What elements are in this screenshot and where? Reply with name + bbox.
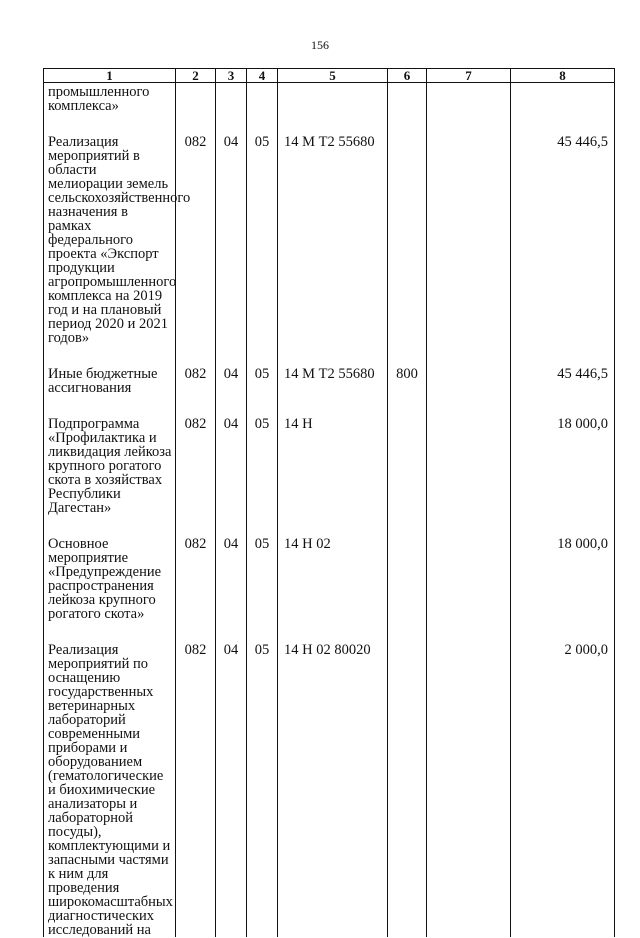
cell-amount — [511, 83, 615, 136]
cell-amount: 18 000,0 — [511, 537, 615, 643]
cell-code-2: 082 — [176, 367, 216, 417]
cell-code-7 — [427, 367, 511, 417]
cell-code-4: 05 — [247, 417, 278, 537]
cell-code-4: 05 — [247, 537, 278, 643]
cell-code-7 — [427, 83, 511, 136]
column-header: 7 — [427, 69, 511, 83]
page-number: 156 — [311, 38, 329, 52]
cell-code-6 — [388, 135, 427, 367]
column-header: 1 — [44, 69, 176, 83]
cell-code-7 — [427, 643, 511, 937]
row-name: Реализация мероприятий в области мелиорации земель сельскохозяйственного назначения в рамках федерального проекта «Экспорт продукции агропромышленного комплекса на 2019 год и на плановый период 2020 и 2021 годов» — [44, 135, 176, 367]
cell-code-5: 14 Н 02 80020 — [278, 643, 388, 937]
cell-code-6 — [388, 417, 427, 537]
cell-amount: 45 446,5 — [511, 367, 615, 417]
cell-code-6 — [388, 83, 427, 136]
table-row — [44, 135, 615, 367]
table-row — [44, 83, 615, 136]
column-header: 4 — [247, 69, 278, 83]
cell-code-6 — [388, 537, 427, 643]
cell-code-2 — [176, 83, 216, 136]
cell-code-6 — [388, 643, 427, 937]
table-row — [44, 537, 615, 643]
cell-code-4: 05 — [247, 135, 278, 367]
cell-code-4: 05 — [247, 643, 278, 937]
cell-amount: 2 000,0 — [511, 643, 615, 937]
cell-code-3: 04 — [216, 643, 247, 937]
cell-amount: 18 000,0 — [511, 417, 615, 537]
cell-code-4: 05 — [247, 367, 278, 417]
row-name: промышленного комплекса» — [44, 83, 176, 136]
table-row — [44, 367, 615, 417]
cell-code-3: 04 — [216, 135, 247, 367]
cell-code-7 — [427, 417, 511, 537]
cell-code-2: 082 — [176, 537, 216, 643]
budget-table — [43, 68, 615, 937]
cell-code-3: 04 — [216, 537, 247, 643]
row-name: Основное мероприятие «Предупреждение распространения лейкоза крупного рогатого скота» — [44, 537, 176, 643]
row-name: Иные бюджетные ассигнования — [44, 367, 176, 417]
cell-amount: 45 446,5 — [511, 135, 615, 367]
column-header: 3 — [216, 69, 247, 83]
cell-code-2: 082 — [176, 135, 216, 367]
cell-code-3: 04 — [216, 367, 247, 417]
cell-code-3 — [216, 83, 247, 136]
row-name: Реализация мероприятий по оснащению государственных ветеринарных лабораторий современными приборами и оборудованием (гематологические и биохимические анализаторы и лабораторной посуды), комплектующими и запасными частями к ним для проведения широкомасштабных диагностических исследований на — [44, 643, 176, 937]
cell-code-5: 14 М Т2 55680 — [278, 367, 388, 417]
cell-code-2: 082 — [176, 417, 216, 537]
column-header: 2 — [176, 69, 216, 83]
row-name: Подпрограмма «Профилактика и ликвидация лейкоза крупного рогатого скота в хозяйствах Республики Дагестан» — [44, 417, 176, 537]
cell-code-7 — [427, 537, 511, 643]
table-row — [44, 417, 615, 537]
cell-code-5 — [278, 83, 388, 136]
cell-code-3: 04 — [216, 417, 247, 537]
column-header: 8 — [511, 69, 615, 83]
cell-code-7 — [427, 135, 511, 367]
cell-code-2: 082 — [176, 643, 216, 937]
cell-code-5: 14 Н — [278, 417, 388, 537]
table-row — [44, 643, 615, 937]
column-header: 5 — [278, 69, 388, 83]
cell-code-5: 14 М Т2 55680 — [278, 135, 388, 367]
cell-code-4 — [247, 83, 278, 136]
table-header — [44, 69, 615, 83]
column-header: 6 — [388, 69, 427, 83]
cell-code-6: 800 — [388, 367, 427, 417]
cell-code-5: 14 Н 02 — [278, 537, 388, 643]
